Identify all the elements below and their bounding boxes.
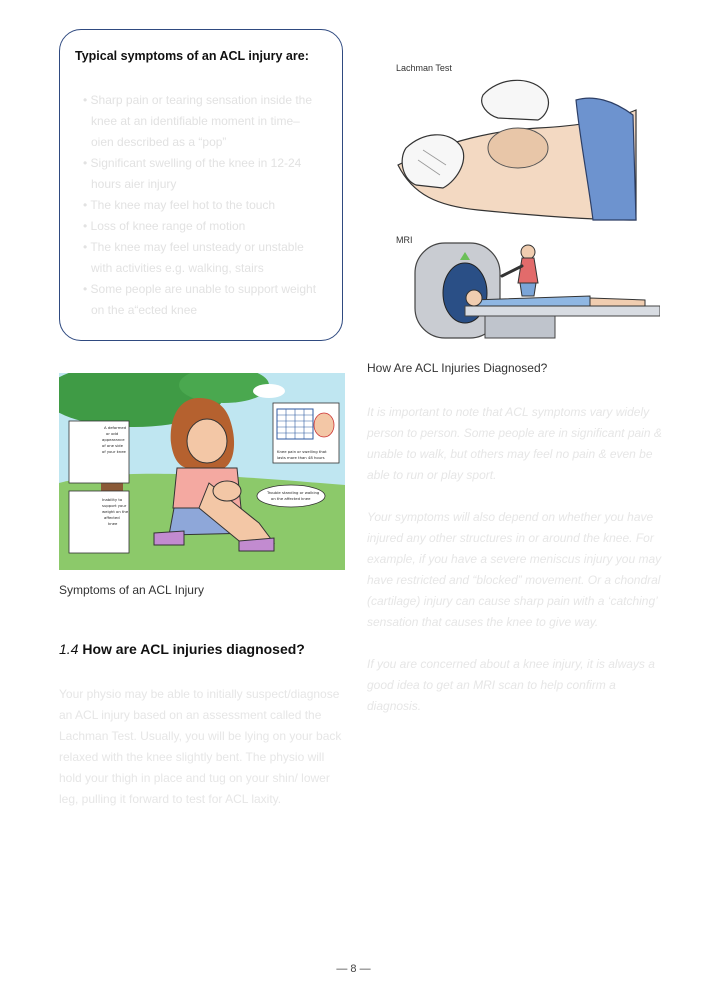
- symptom-item: • Sharp pain or tearing sensation inside the knee at an identifiable moment in time– oien described as a “pop”: [75, 90, 325, 153]
- right-column-text: [367, 402, 667, 738]
- mri-label: MRI: [396, 235, 413, 245]
- paragraph: It is important to note that ACL symptoms vary widely person to person. Some people are in significant pain & unable to walk, but others may feel no pain & even be able to run or play sport.: [367, 405, 662, 482]
- section-number: 1.4: [59, 641, 79, 657]
- symptom-item: • Some people are unable to support weight on the a“ected knee: [75, 279, 325, 321]
- symptoms-title: Typical symptoms of an ACL injury are:: [75, 49, 309, 63]
- symptoms-caption: Symptoms of an ACL Injury: [59, 583, 204, 597]
- symptoms-box: [59, 29, 343, 341]
- swelling-duration-label: Knee pain or swelling that lasts more than 48 hours: [277, 449, 327, 460]
- symptom-item: • The knee may feel hot to the touch: [75, 195, 325, 216]
- symptom-item: • Significant swelling of the knee in 12-24 hours aier injury: [75, 153, 325, 195]
- symptoms-list: [75, 90, 325, 321]
- lachman-test-illustration: [388, 70, 638, 230]
- symptom-item: • Loss of knee range of motion: [75, 216, 325, 237]
- section-title: How are ACL injuries diagnosed?: [82, 641, 305, 657]
- page-number: — 8 —: [336, 963, 371, 975]
- mri-illustration: [410, 238, 660, 343]
- paragraph: Your symptoms will also depend on whether you have injured any other structures in or around the knee. For example, if you have a severe meniscus injury you may have restricted and “blocked” movement. Or a chondral (cartilage) injury can cause sharp pain with a ‘catching’ sensation that causes the knee to give way.: [367, 510, 662, 629]
- paragraph: If you are concerned about a knee injury, it is always a good idea to get an MRI scan to help confirm a diagnosis.: [367, 657, 655, 713]
- standing-trouble-label: Trouble standing or walking on the affected knee: [267, 490, 320, 501]
- acl-symptoms-cartoon: [59, 373, 345, 570]
- diagnosis-paragraph: Your physio may be able to initially suspect/diagnose an ACL injury based on an assessment called the Lachman Test. Usually, you will be lying on your back relaxed with the knee slightly bent. The physio will hold your thigh in place and tug on your shin/ lower leg, pulling it forward to test for ACL laxity.: [59, 687, 342, 806]
- deformed-knee-label: A deformed or odd appearance of one side of your knee: [102, 425, 127, 454]
- diagnosis-caption: How Are ACL Injuries Diagnosed?: [367, 361, 548, 375]
- section-heading: [59, 641, 305, 657]
- symptom-item: • The knee may feel unsteady or unstable with activities e.g. walking, stairs: [75, 237, 325, 279]
- weight-support-label: Inability to support your weight on the affected knee: [102, 497, 129, 526]
- lachman-test-label: Lachman Test: [396, 63, 452, 73]
